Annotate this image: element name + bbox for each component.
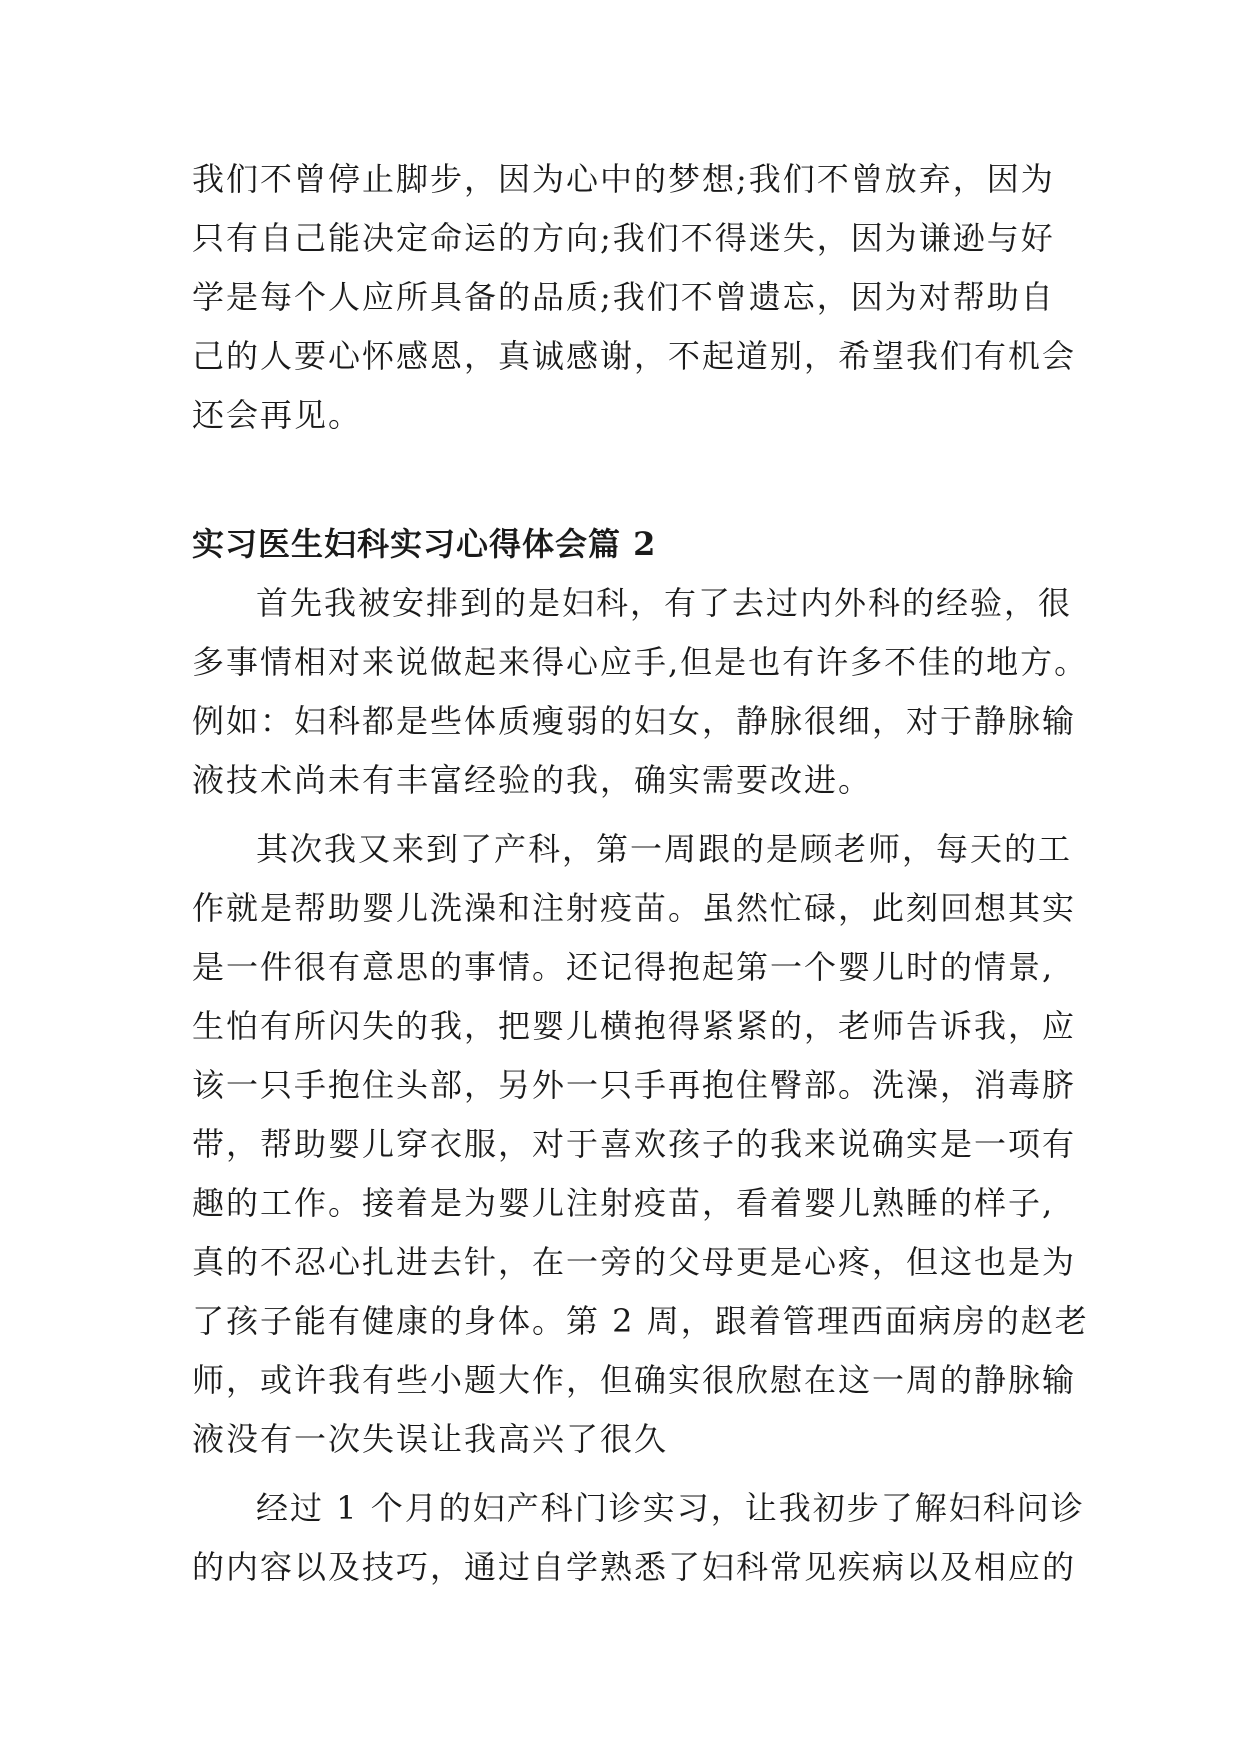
text-line: 生怕有所闪失的我，把婴儿横抱得紧紧的，老师告诉我，应 [192, 1007, 1077, 1045]
text-line: 液没有一次失误让我高兴了很久 [192, 1420, 669, 1458]
text-line: 只有自己能决定命运的方向;我们不得迷失，因为谦逊与好 [192, 219, 1055, 257]
text-line: 己的人要心怀感恩，真诚感谢，不起道别，希望我们有机会 [192, 337, 1077, 375]
text-line: 我们不曾停止脚步，因为心中的梦想;我们不曾放弃，因为 [192, 160, 1055, 198]
text-line: 带，帮助婴儿穿衣服，对于喜欢孩子的我来说确实是一项有 [192, 1125, 1077, 1163]
text-line: 多事情相对来说做起来得心应手,但是也有许多不佳的地方。 [192, 643, 1089, 681]
paragraph-clinic [192, 1479, 1085, 1597]
text-line: 其次我又来到了产科，第一周跟的是顾老师，每天的工 [256, 830, 1073, 868]
paragraph-gynecology [192, 574, 1089, 810]
section-heading: 实习医生妇科实习心得体会篇 2 [192, 525, 657, 563]
text-line: 液技术尚未有丰富经验的我，确实需要改进。 [192, 761, 873, 799]
text-line: 作就是帮助婴儿洗澡和注射疫苗。虽然忙碌，此刻回想其实 [192, 889, 1077, 927]
text-line: 学是每个人应所具备的品质;我们不曾遗忘，因为对帮助自 [192, 278, 1055, 316]
text-line: 例如：妇科都是些体质瘦弱的妇女，静脉很细，对于静脉输 [192, 702, 1077, 740]
text-line: 趣的工作。接着是为婴儿注射疫苗，看着婴儿熟睡的样子, [192, 1184, 1055, 1222]
text-line: 了孩子能有健康的身体。第 2 周，跟着管理西面病房的赵老 [192, 1302, 1089, 1340]
text-line: 是一件很有意思的事情。还记得抱起第一个婴儿时的情景, [192, 948, 1055, 986]
text-line: 该一只手抱住头部，另外一只手再抱住臀部。洗澡，消毒脐 [192, 1066, 1077, 1104]
text-line: 首先我被安排到的是妇科，有了去过内外科的经验，很 [256, 584, 1073, 622]
text-line: 经过 1 个月的妇产科门诊实习，让我初步了解妇科问诊 [256, 1489, 1085, 1527]
text-line: 真的不忍心扎进去针，在一旁的父母更是心疼，但这也是为 [192, 1243, 1077, 1281]
paragraph-intro [192, 150, 1077, 445]
text-line: 还会再见。 [192, 396, 363, 434]
text-line: 的内容以及技巧，通过自学熟悉了妇科常见疾病以及相应的 [192, 1548, 1077, 1586]
paragraph-obstetrics [192, 820, 1089, 1469]
document-page [192, 150, 1089, 1597]
text-line: 师，或许我有些小题大作，但确实很欣慰在这一周的静脉输 [192, 1361, 1077, 1399]
